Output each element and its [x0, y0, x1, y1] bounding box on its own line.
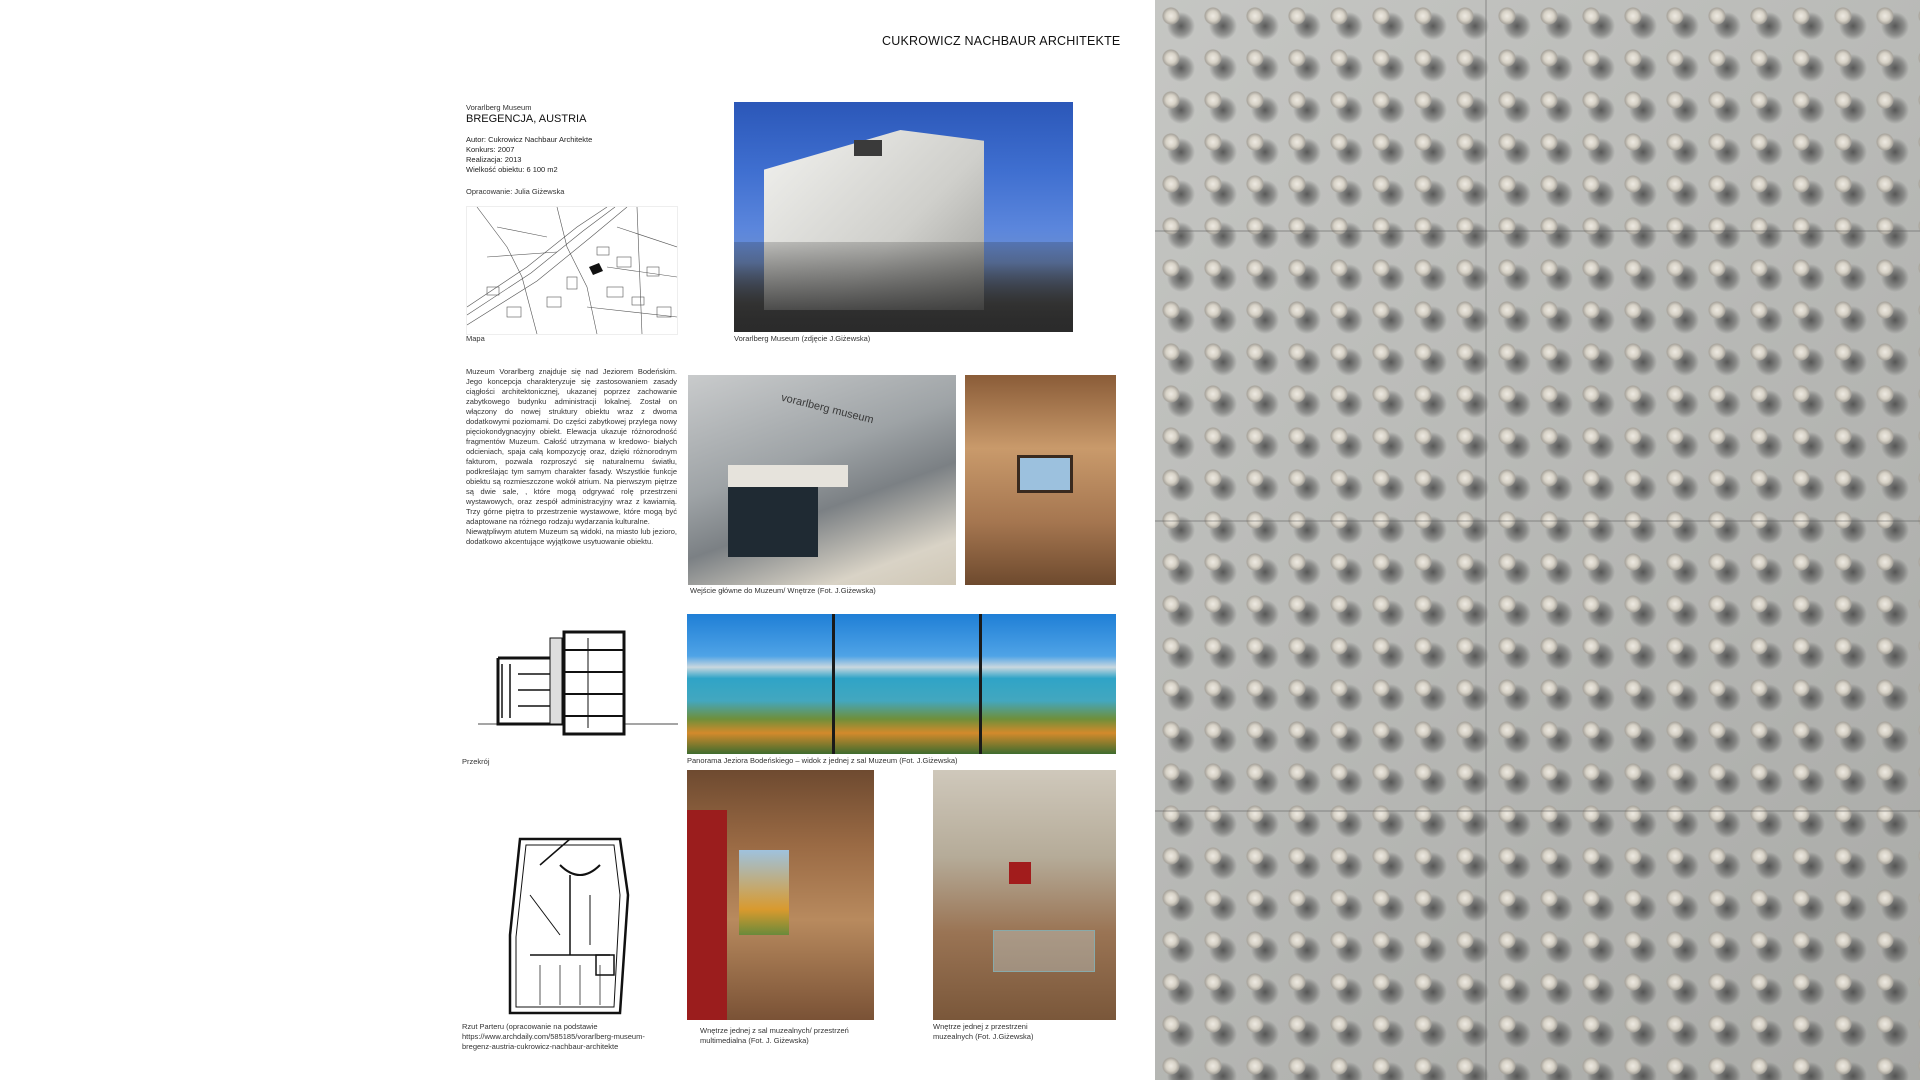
museum-name: Vorarlberg Museum: [466, 103, 532, 112]
interior2-caption: [700, 1026, 849, 1046]
page-title: CUKROWICZ NACHBAUR ARCHITEKTE: [882, 34, 1121, 48]
exterior-caption: Vorarlberg Museum (zdjęcie J.Giżewska): [734, 334, 871, 343]
interior3-caption-line-2: muzealnych (Fot. J.Giżewska): [933, 1032, 1034, 1041]
photo-signage: vorarlberg museum: [779, 391, 875, 427]
prepared-by: Opracowanie: Julia Giżewska: [466, 187, 565, 196]
ground-floor-plan-drawing: [500, 835, 645, 1015]
size-line: Wielkość obiektu: 6 100 m2: [466, 165, 558, 174]
interior2-caption-line-2: multimedialna (Fot. J. Giżewska): [700, 1036, 809, 1045]
plan-caption-line-1: Rzut Parteru (opracowanie na podstawie: [462, 1022, 598, 1031]
plan-caption-link[interactable]: https://www.archdaily.com/585185/vorarlberg-museum-: [462, 1032, 645, 1041]
interior-photo-3: [933, 770, 1116, 1020]
interior3-caption: [933, 1022, 1033, 1042]
section-caption: Przekrój: [462, 757, 490, 766]
interior3-caption-line-1: Wnętrze jednej z przestrzeni: [933, 1022, 1028, 1031]
museum-exterior-photo: [734, 102, 1073, 332]
plan-caption: [462, 1022, 677, 1052]
realization-line: Realizacja: 2013: [466, 155, 522, 164]
map-caption: Mapa: [466, 334, 485, 343]
facade-texture-photo: [1155, 0, 1920, 1080]
author-line: Autor: Cukrowicz Nachbaur Architekte: [466, 135, 593, 144]
entrance-photo: [688, 375, 956, 585]
section-drawing: [478, 628, 678, 740]
interior2-caption-line-1: Wnętrze jednej z sal muzealnych/ przestrzeń: [700, 1026, 849, 1035]
lake-panorama-photo: [687, 614, 1116, 754]
city-country: BREGENCJA, AUSTRIA: [466, 113, 587, 125]
project-meta: [466, 135, 592, 175]
competition-line: Konkurs: 2007: [466, 145, 515, 154]
description-paragraph-1: Muzeum Vorarlberg znajduje się nad Jeziorem Bodeńskim. Jego koncepcja charakteryzuje się zastosowaniem zasady ciągłości architektonicznej, ukazanej poprzez zachowanie zabytkowego budynku administracji lokalnej. Został on włączony do nowej struktury obiektu wraz z dwoma dodatkowymi poziomami. Do części zabytkowej przylega nowy pięciokondygnacyjny obiekt. Elewacja ukazuje różnorodność fragmentów Muzeum. Całość utrzymana w kredowo- białych odcieniach, spaja całą kompozycję oraz, dzięki różnorodnym fakturom, pozwala rozproszyć się naturalnemu światłu, podkreślając tym samym charakter fasady. Wszystkie funkcje obiektu są rozmieszczone wokół atrium. Na pierwszym piętrze są dwie sale, , które mogą odgrywać rolę przestrzeni wystawowych, oraz zespół administracyjny wraz z kawiarnią. Trzy górne piętra to przestrzenie wystawowe, które mogą być adaptowane na różnego rodzaju wydarzania kulturalne.: [466, 367, 677, 526]
interior-photo-1: [965, 375, 1116, 585]
description-paragraph-2: Niewątpliwym atutem Muzeum są widoki, na miasto lub jezioro, dodatkowo akcentujące wyjątkowe usytuowanie obiektu.: [466, 527, 677, 546]
panorama-caption: Panorama Jeziora Bodeńskiego – widok z jednej z sal Muzeum (Fot. J.Giżewska): [687, 756, 958, 765]
plan-caption-line-3: bregenz-austria-cukrowicz-nachbaur-architekte: [462, 1042, 619, 1051]
description-text: [466, 367, 677, 547]
site-map-image: [466, 206, 678, 335]
interior-photo-2: [687, 770, 874, 1020]
entrance-interior-caption: Wejście główne do Muzeum/ Wnętrze (Fot. J.Giżewska): [690, 586, 876, 595]
